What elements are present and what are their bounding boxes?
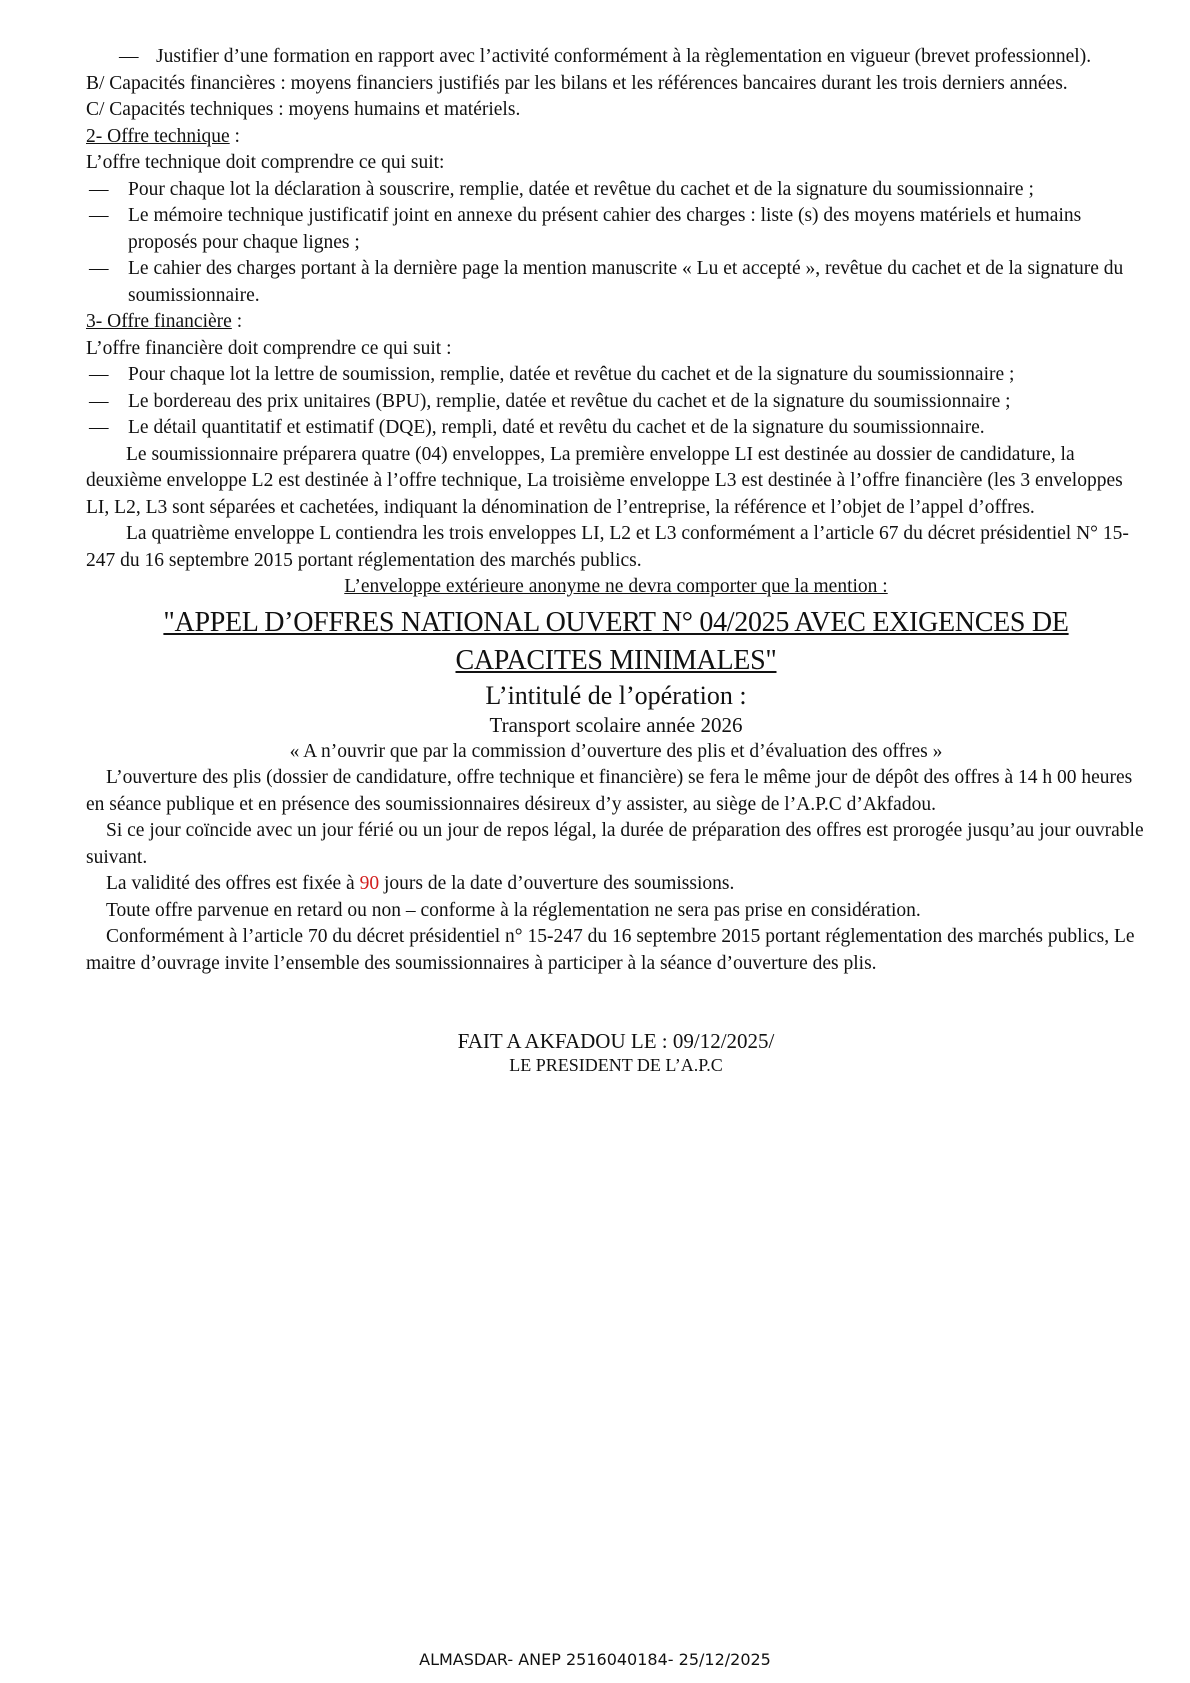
signature-place-date: FAIT A AKFADOU LE : 09/12/2025/ — [457, 1029, 775, 1053]
dash-bullet-icon: — — [89, 258, 109, 279]
qualification-item — [86, 44, 1146, 71]
offre-financiere-item — [86, 415, 1146, 442]
document-body — [86, 44, 1146, 1077]
enveloppes-paragraph: Le soumissionnaire préparera quatre (04) enveloppes, La première enveloppe LI est destinée au dossier de candidature, la deuxième enveloppe L2 est destinée à l’offre technique, La troisième enveloppe L3 est destinée à l’offre financière (les 3 enveloppes LI, L2, L3 sont séparées et cachetées, indiquant la dénomination de l’entreprise, la référence et l’objet de l’appel d’offres. — [86, 443, 1123, 518]
dash-bullet-icon: — — [89, 178, 109, 200]
capacite-financiere: B/ Capacités financières : moyens financiers justifiés par les bilans et les références bancaires durant les trois derniers années. — [86, 72, 1068, 94]
tender-title-line2: CAPACITES MINIMALES" — [455, 644, 777, 676]
offre-technique-intro: L’offre technique doit comprendre ce qui suit: — [86, 152, 445, 173]
item-text: Pour chaque lot la déclaration à souscrire, remplie, datée et revêtue du cachet et de la signature du soumissionnaire ; — [128, 178, 1034, 200]
dash-bullet-icon: — — [119, 46, 139, 67]
heading-suffix: : — [231, 311, 243, 332]
quatrieme-enveloppe-paragraph: La quatrième enveloppe L contiendra les trois enveloppes LI, L2 et L3 conformément a l’article 67 du décret présidentiel N° 15-247 du 16 septembre 2015 portant réglementation des marchés publics. — [86, 523, 1129, 571]
qualification-text: Justifier d’une formation en rapport avec l’activité conformément à la règlementation en vigueur (brevet professionnel). — [156, 46, 1092, 67]
validite-text-before: La validité des offres est fixée à — [106, 873, 360, 894]
offre-financiere-item — [86, 389, 1146, 416]
item-text: Pour chaque lot la lettre de soumission, remplie, datée et revêtue du cachet et de la signature du soumissionnaire ; — [128, 364, 1015, 385]
capacite-technique: C/ Capacités techniques : moyens humains et matériels. — [86, 99, 521, 120]
offre-financiere-item — [86, 362, 1146, 389]
validite-days: 90 — [359, 873, 380, 894]
dash-bullet-icon: — — [89, 205, 109, 226]
offre-financiere-heading — [86, 309, 1146, 336]
opening-notice: « A n’ouvrir que par la commission d’ouverture des plis et d’évaluation des offres » — [289, 740, 943, 762]
item-text: Le détail quantitatif et estimatif (DQE), rempli, daté et revêtu du cachet et de la signature du soumissionnaire. — [128, 417, 985, 438]
offre-technique-heading — [86, 124, 1146, 151]
dash-bullet-icon: — — [89, 364, 109, 385]
item-text: Le bordereau des prix unitaires (BPU), remplie, datée et revêtue du cachet et de la signature du soumissionnaire ; — [128, 390, 1011, 412]
operation-name: Transport scolaire année 2026 — [489, 712, 743, 737]
offre-financiere-intro: L’offre financière doit comprendre ce qui suit : — [86, 337, 452, 359]
dash-bullet-icon: — — [89, 417, 109, 438]
validite-paragraph — [86, 871, 1146, 898]
item-text: Le cahier des charges portant à la dernière page la mention manuscrite « Lu et accepté », revêtue du cachet et de la signature du soumissionnaire. — [128, 258, 1124, 306]
offre-technique-item — [86, 203, 1146, 256]
tender-title-line1: "APPEL D’OFFRES NATIONAL OUVERT N° 04/2025 AVEC EXIGENCES DE — [163, 606, 1069, 638]
publication-footer: ALMASDAR- ANEP 2516040184- 25/12/2025 — [419, 1650, 771, 1669]
offre-technique-item — [86, 177, 1146, 204]
offre-financiere-heading-text: 3- Offre financière — [86, 311, 232, 332]
dash-bullet-icon: — — [89, 390, 109, 412]
retard-paragraph: Toute offre parvenue en retard ou non – conforme à la réglementation ne sera pas prise en considération. — [106, 899, 921, 921]
jour-ferie-paragraph: Si ce jour coïncide avec un jour férié ou un jour de repos légal, la durée de préparation des offres est prorogée jusqu’au jour ouvrable suivant. — [86, 820, 1144, 868]
validite-text-after: jours de la date d’ouverture des soumissions. — [379, 873, 735, 894]
offre-technique-item — [86, 256, 1146, 309]
offre-technique-heading-text: 2- Offre technique — [86, 125, 230, 147]
mention-label-text: L’enveloppe extérieure anonyme ne devra comporter que la mention : — [344, 576, 888, 597]
article70-paragraph: Conformément à l’article 70 du décret présidentiel n° 15-247 du 16 septembre 2015 portant réglementation des marchés publics, Le maitre d’ouvrage invite l’ensemble des soumissionnaires à participer à la séance d’ouverture des plis. — [86, 926, 1135, 974]
signature-signatory: LE PRESIDENT DE L’A.P.C — [509, 1055, 723, 1075]
ouverture-paragraph: L’ouverture des plis (dossier de candidature, offre technique et financière) se fera le même jour de dépôt des offres à 14 h 00 heures en séance publique et en présence des soumissionnaires désireux d’y assister, au siège de l’A.P.C d’Akfadou. — [86, 767, 1133, 815]
mention-label — [86, 574, 1146, 601]
heading-suffix: : — [229, 125, 240, 147]
signature-block — [86, 1029, 1146, 1077]
operation-label: L’intitulé de l’opération : — [485, 680, 747, 710]
item-text: Le mémoire technique justificatif joint en annexe du présent cahier des charges : liste (s) des moyens matériels et humains proposés pour chaque lignes ; — [128, 205, 1082, 253]
